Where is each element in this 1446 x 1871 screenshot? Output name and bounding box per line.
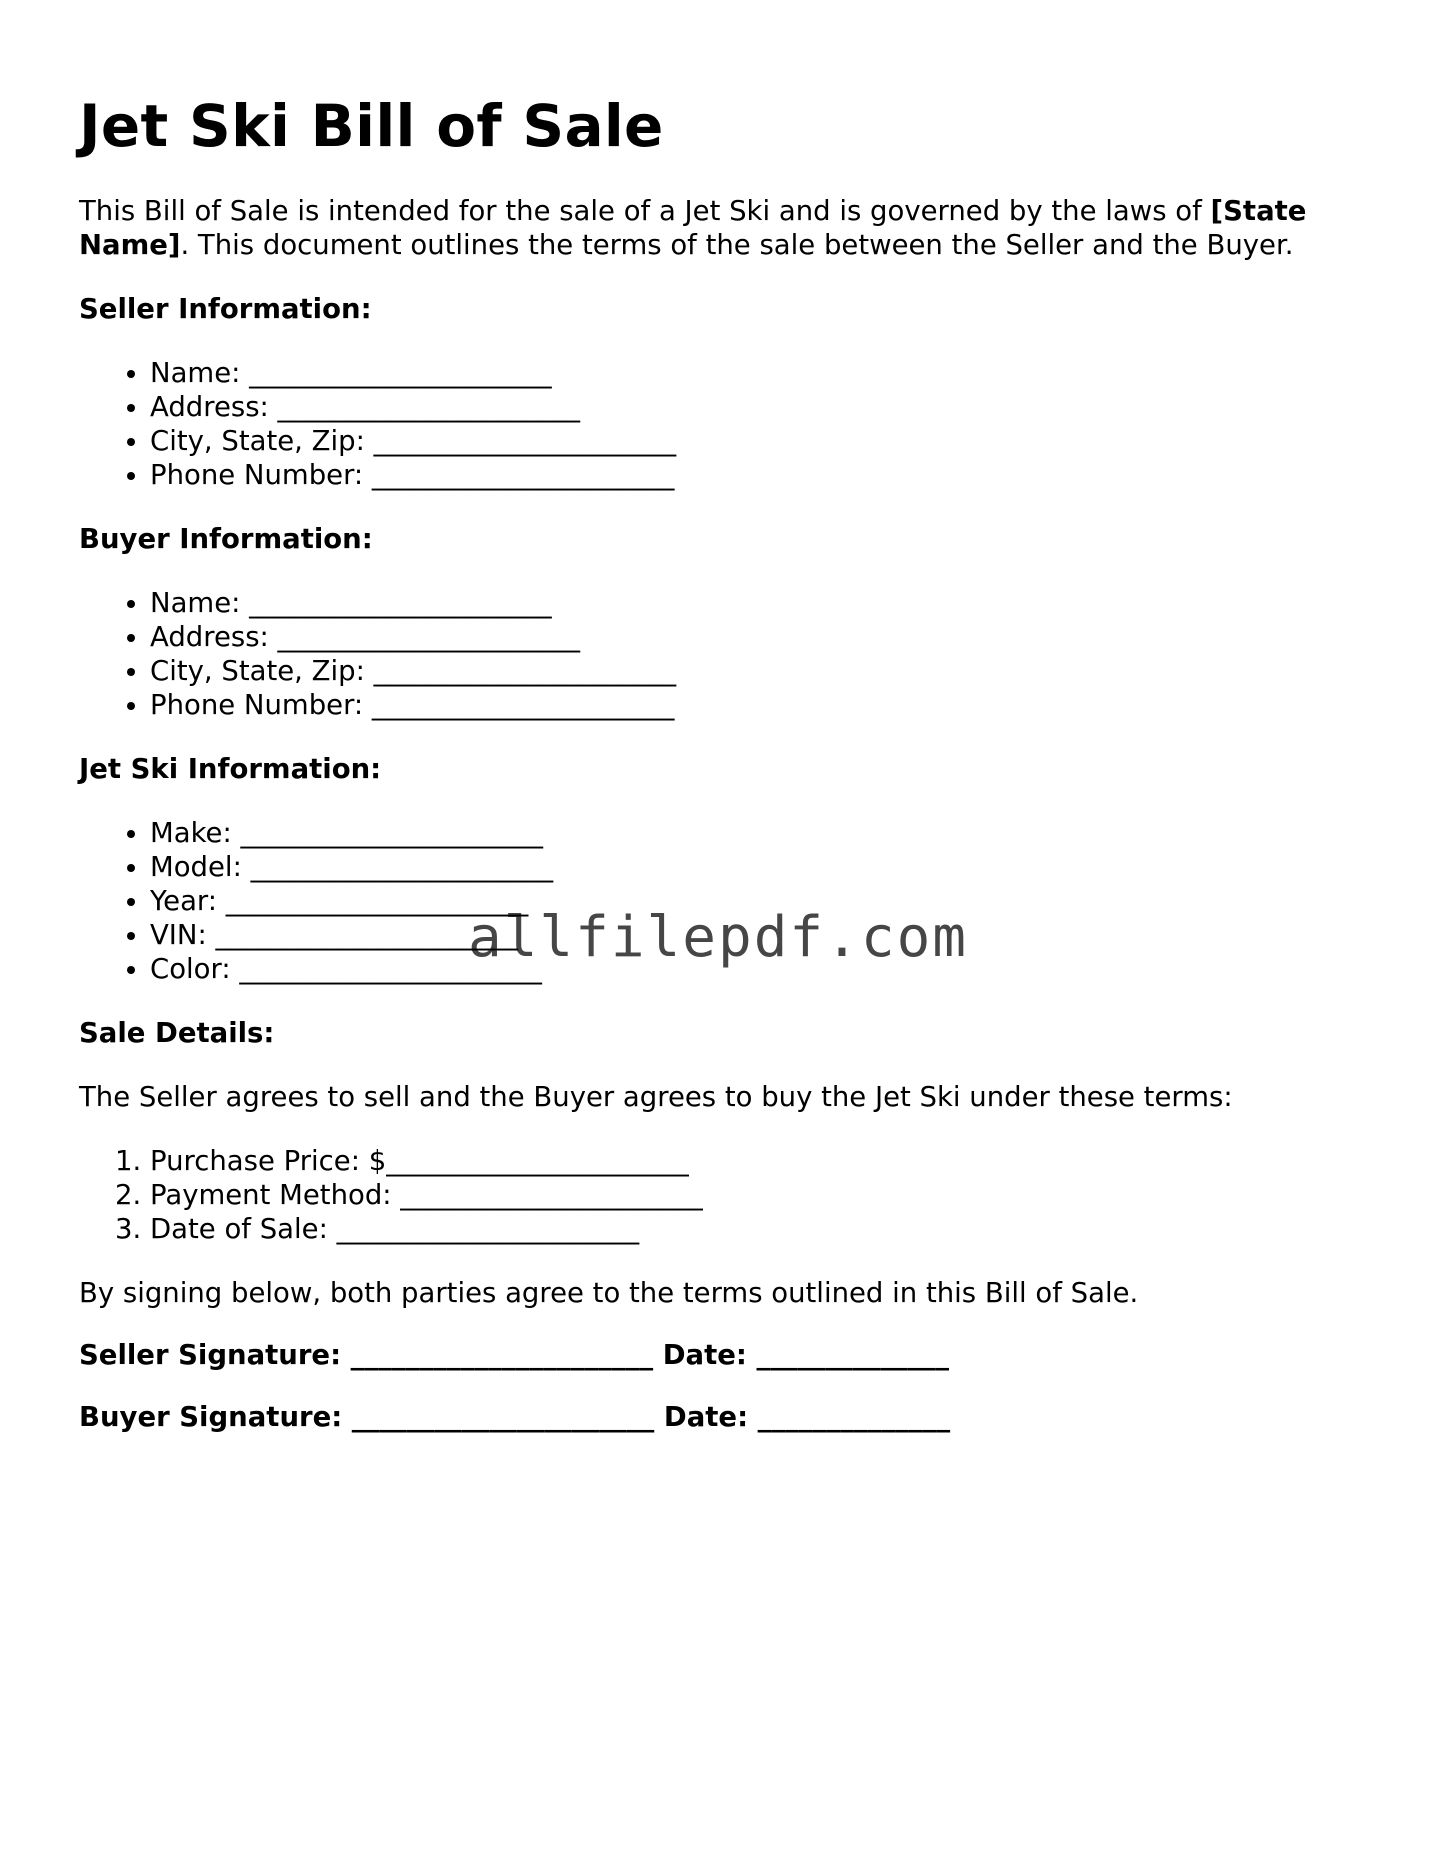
agreement-statement: By signing below, both parties agree to the terms outlined in this Bill of Sale. (79, 1276, 1139, 1309)
seller-address-field: • Address: ______________________ (150, 390, 1379, 424)
jetski-vin-field: • VIN: ______________________ (150, 918, 1379, 952)
jetski-model-field: • Model: ______________________ (150, 850, 1379, 884)
jetski-heading: Jet Ski Information: (79, 752, 382, 785)
seller-city-state-zip-field: • City, State, Zip: ______________________ (150, 424, 1379, 458)
seller-name-field: • Name: ______________________ (150, 356, 1379, 390)
sale-statement: The Seller agrees to sell and the Buyer agrees to buy the Jet Ski under these terms: (79, 1080, 1233, 1113)
watermark: allfilepdf.com (468, 905, 969, 970)
seller-signature-line: Seller Signature: ______________________ Date: ______________ (79, 1338, 949, 1371)
sale-heading: Sale Details: (79, 1016, 275, 1049)
buyer-phone-field: • Phone Number: ______________________ (150, 688, 1379, 722)
date-of-sale-field: 3. Date of Sale: ______________________ (150, 1212, 1379, 1246)
intro-text-before: This Bill of Sale is intended for the sale of a Jet Ski and is governed by the laws of (79, 194, 1211, 227)
buyer-address-field: • Address: ______________________ (150, 620, 1379, 654)
intro-text-after: . This document outlines the terms of the sale between the Seller and the Buyer. (180, 228, 1294, 261)
intro-paragraph (79, 194, 1379, 262)
document-page (79, 92, 1379, 1434)
jetski-color-field: • Color: ______________________ (150, 952, 1379, 986)
seller-phone-field: • Phone Number: ______________________ (150, 458, 1379, 492)
sale-terms-list (79, 1144, 1379, 1246)
buyer-city-state-zip-field: • City, State, Zip: ______________________ (150, 654, 1379, 688)
state-name-placeholder: [State Name] (79, 194, 1307, 261)
seller-heading: Seller Information: (79, 292, 372, 325)
seller-fields-list (79, 356, 1379, 492)
jetski-year-field: • Year: ______________________ (150, 884, 1379, 918)
document-title: Jet Ski Bill of Sale (79, 92, 664, 160)
buyer-name-field: • Name: ______________________ (150, 586, 1379, 620)
payment-method-field: 2. Payment Method: ______________________ (150, 1178, 1379, 1212)
buyer-signature-line: Buyer Signature: ______________________ Date: ______________ (79, 1400, 951, 1433)
purchase-price-field: 1. Purchase Price: $______________________ (150, 1144, 1379, 1178)
jetski-make-field: • Make: ______________________ (150, 816, 1379, 850)
buyer-fields-list (79, 586, 1379, 722)
buyer-heading: Buyer Information: (79, 522, 373, 555)
